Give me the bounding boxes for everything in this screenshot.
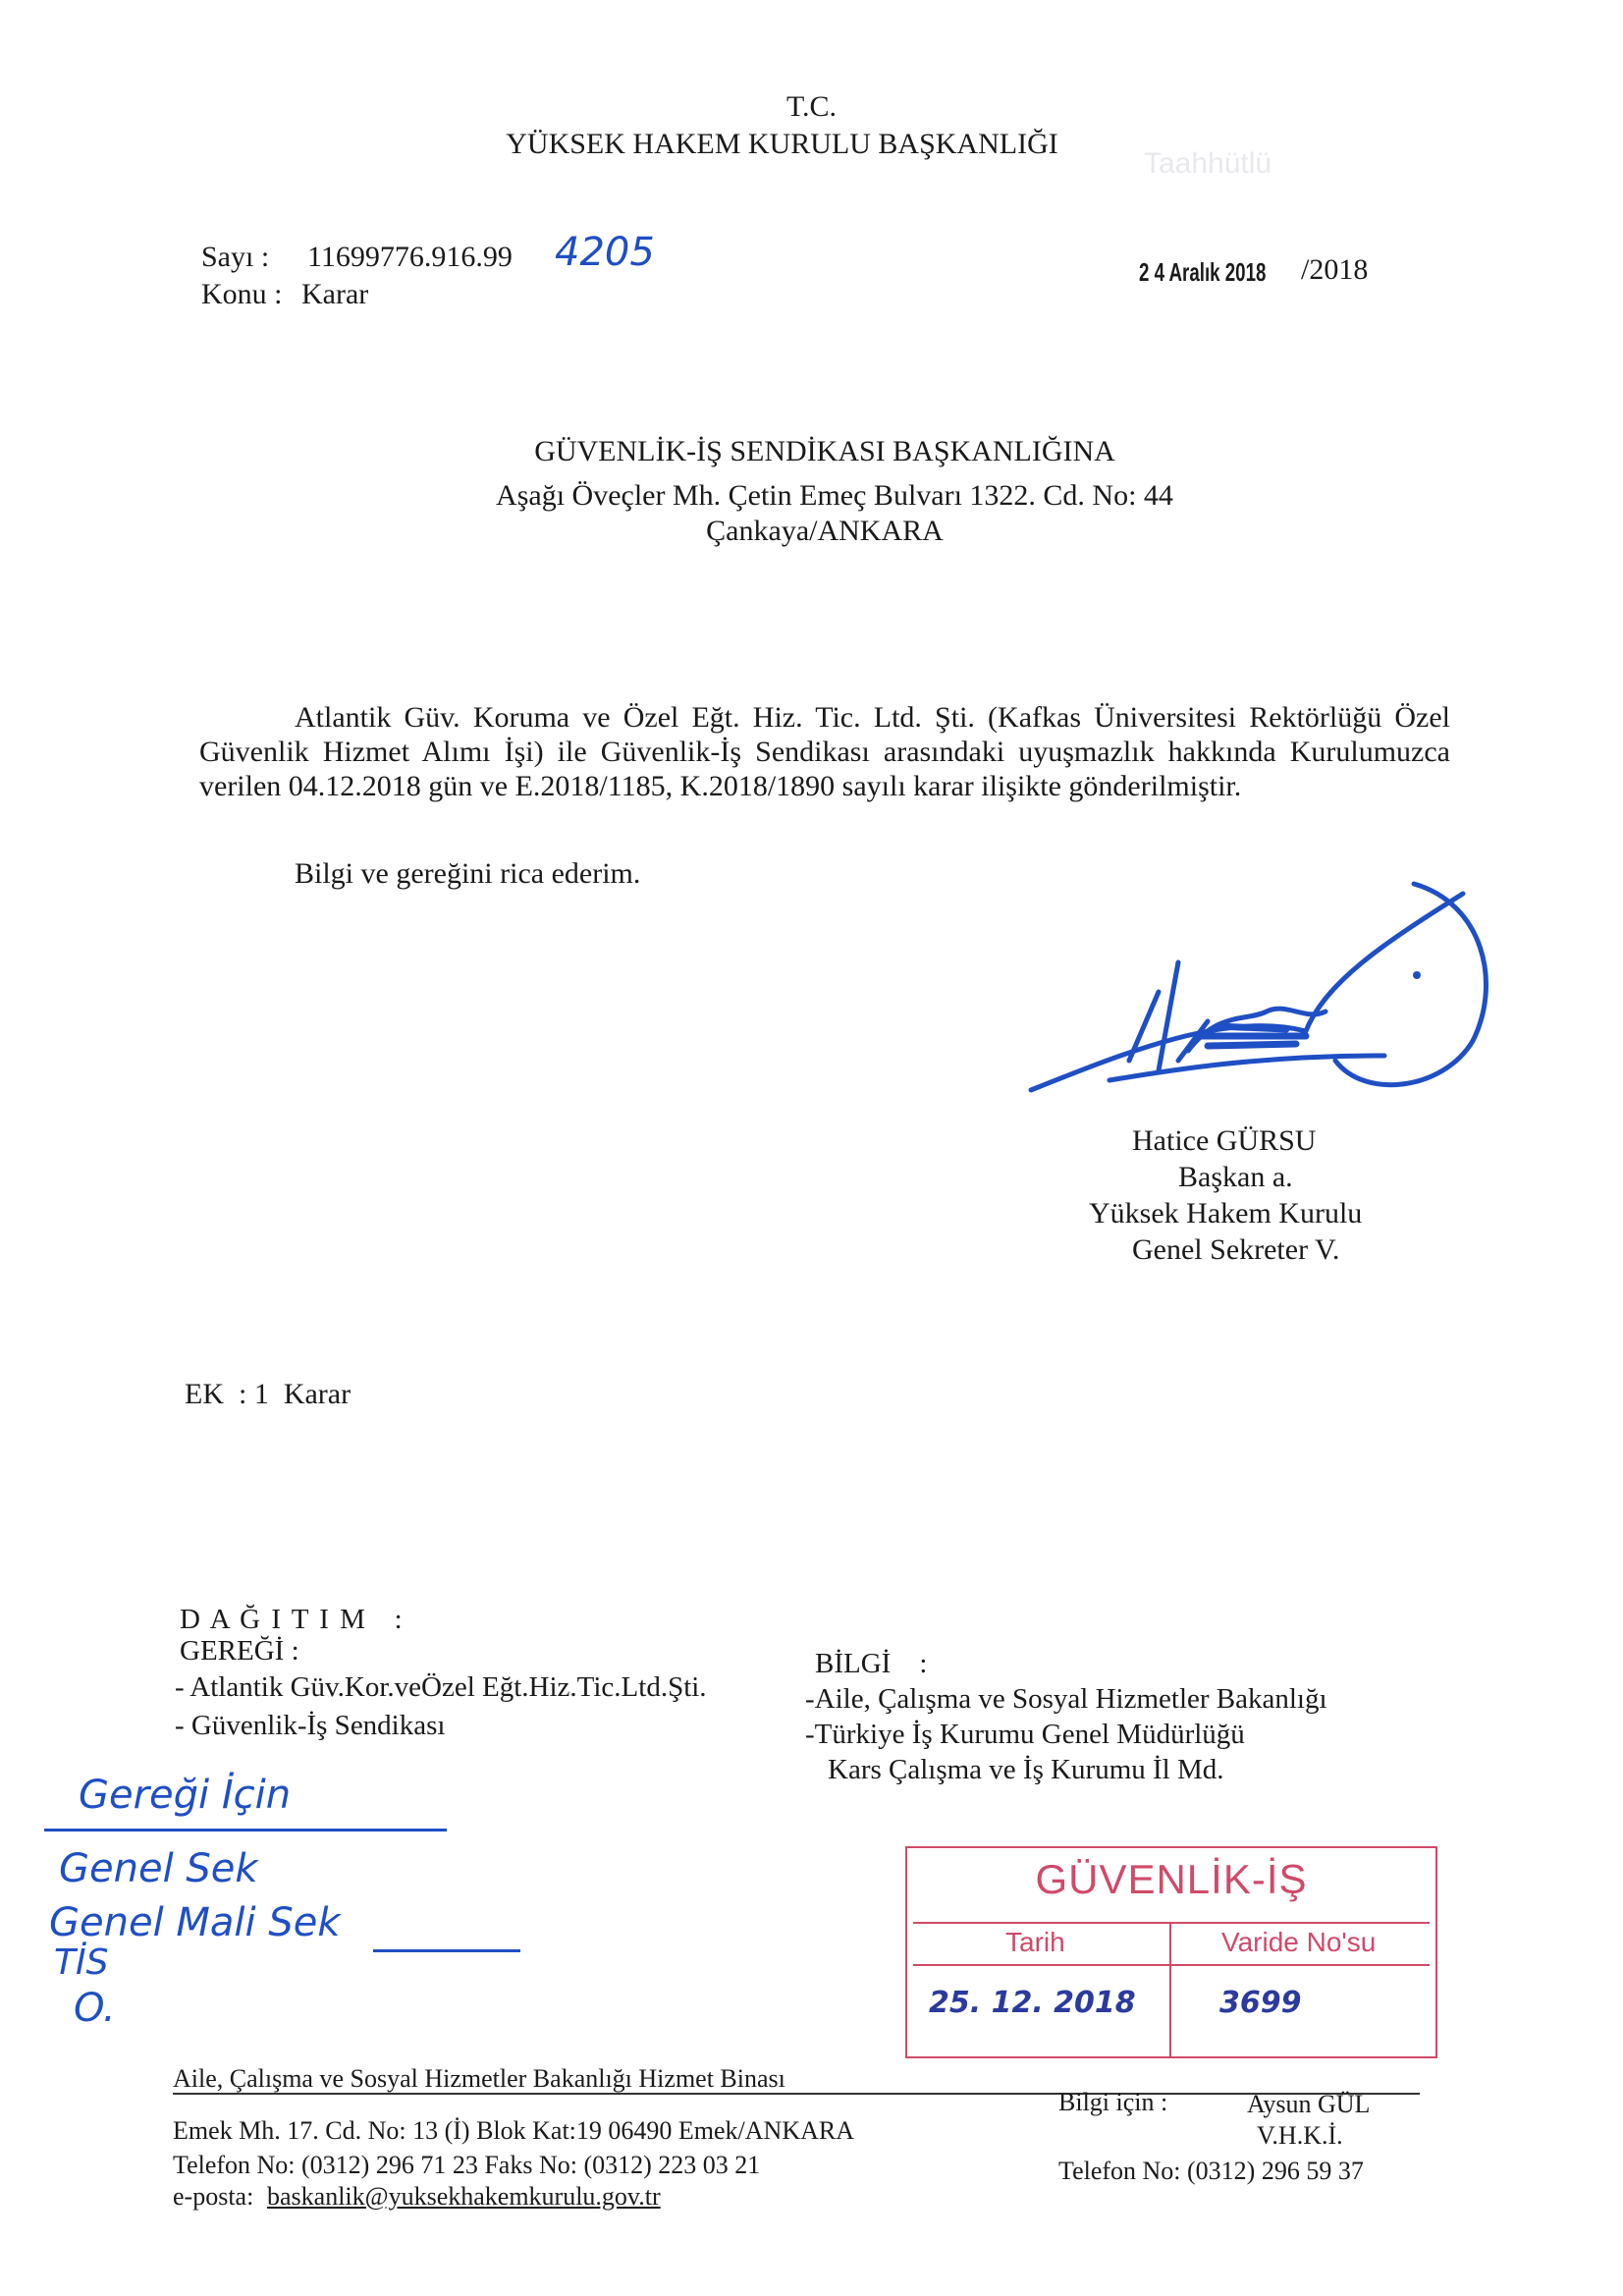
recipient-name: GÜVENLİK-İŞ SENDİKASI BAŞKANLIĞINA <box>534 435 1115 467</box>
stamp-divider <box>1169 1922 1171 2056</box>
signatory-title: Başkan a. <box>1178 1161 1293 1193</box>
footer-address: Emek Mh. 17. Cd. No: 13 (İ) Blok Kat:19 06490 Emek/ANKARA <box>173 2116 855 2145</box>
contact-name: Aysun GÜL <box>1247 2090 1371 2118</box>
date-suffix: /2018 <box>1301 253 1369 286</box>
contact-phone: Telefon No: (0312) 296 59 37 <box>1058 2157 1364 2185</box>
handwritten-note: Genel Mali Sek <box>49 1900 341 1945</box>
konu-value: Karar <box>301 278 369 310</box>
date-stamp: 2 4 Aralık 2018 <box>1139 257 1267 287</box>
stamp-date-value: 25. 12. 2018 <box>929 1986 1136 2020</box>
footer-email-link[interactable]: baskanlik@yuksekhakemkurulu.gov.tr <box>267 2182 661 2211</box>
bilgi-item: Kars Çalışma ve İş Kurumu İl Md. <box>828 1754 1224 1785</box>
bilgi-item: -Türkiye İş Kurumu Genel Müdürlüğü <box>805 1719 1245 1750</box>
handwritten-underline <box>44 1829 447 1831</box>
received-stamp <box>905 1846 1437 2058</box>
signatory-institution: Yüksek Hakem Kurulu <box>1089 1197 1363 1230</box>
stamp-number-value: 3699 <box>1219 1986 1302 2020</box>
stamp-number-label: Varide No'su <box>1221 1927 1377 1957</box>
sayi-handwritten: 4205 <box>555 230 655 275</box>
footer-building: Aile, Çalışma ve Sosyal Hizmetler Bakanlığı Hizmet Binası <box>173 2064 785 2093</box>
closing-sentence: Bilgi ve gereğini rica ederim. <box>295 857 641 890</box>
registered-mail-watermark: Taahhütlü <box>1144 147 1272 180</box>
sayi-label: Sayı : <box>201 241 270 273</box>
handwritten-note: Gereği İçin <box>79 1773 292 1818</box>
handwritten-note: O. <box>74 1986 116 2031</box>
header-institution: YÜKSEK HAKEM KURULU BAŞKANLIĞI <box>506 128 1058 160</box>
handwritten-note: Genel Sek <box>59 1846 258 1891</box>
signatory-block <box>1089 1122 1363 1268</box>
body-paragraph: Atlantik Güv. Koruma ve Özel Eğt. Hiz. Tic. Ltd. Şti. (Kafkas Üniversitesi Rektörlüğü Özel Güvenlik Hizmet Alımı İşi) ile Güvenlik-İş Sendikası arasındaki uyuşmazlık hakkında Kurulumuzca verilen 04.12.2018 gün ve E.2018/1185, K.2018/1890 sayılı karar ilişikte gönderilmiştir. <box>199 701 1450 802</box>
bilgi-item: -Aile, Çalışma ve Sosyal Hizmetler Bakanlığı <box>805 1683 1327 1715</box>
gereg-item: - Atlantik Güv.Kor.veÖzel Eğt.Hiz.Tic.Ltd.Şti. <box>175 1671 707 1703</box>
recipient-city: Çankaya/ANKARA <box>706 515 944 547</box>
stamp-title: GÜVENLİK-İŞ <box>1035 1856 1308 1902</box>
footer-email-label: e-posta: <box>173 2182 254 2211</box>
distribution-heading: D A Ğ I T I M : <box>180 1604 405 1635</box>
footer-phone: Telefon No: (0312) 296 71 23 Faks No: (0312) 223 03 21 <box>173 2151 761 2179</box>
signatory-name: Hatice GÜRSU <box>1132 1124 1317 1157</box>
attachment-line: EK : 1 Karar <box>185 1378 352 1410</box>
letter-body <box>199 700 1450 803</box>
handwritten-underline <box>373 1949 520 1952</box>
gereg-label: GEREĞİ : <box>180 1635 299 1667</box>
signature-scribble <box>1011 864 1522 1120</box>
contact-label: Bilgi için : <box>1058 2088 1168 2116</box>
konu-label: Konu : <box>201 278 283 310</box>
contact-title: V.H.K.İ. <box>1257 2121 1343 2150</box>
header-tc: T.C. <box>785 90 838 123</box>
stamp-date-label: Tarih <box>1005 1927 1065 1957</box>
bilgi-label: BİLGİ : <box>815 1648 928 1679</box>
sayi-value: 11699776.916.99 <box>307 241 513 273</box>
gereg-item: - Güvenlik-İş Sendikası <box>175 1710 446 1741</box>
stamp-divider <box>913 1922 1430 1924</box>
recipient-address: Aşağı Öveçler Mh. Çetin Emeç Bulvarı 1322. Cd. No: 44 <box>496 479 1173 512</box>
stamp-divider <box>913 1964 1430 1966</box>
signatory-position: Genel Sekreter V. <box>1132 1233 1340 1266</box>
handwritten-note: TİS <box>54 1942 109 1983</box>
